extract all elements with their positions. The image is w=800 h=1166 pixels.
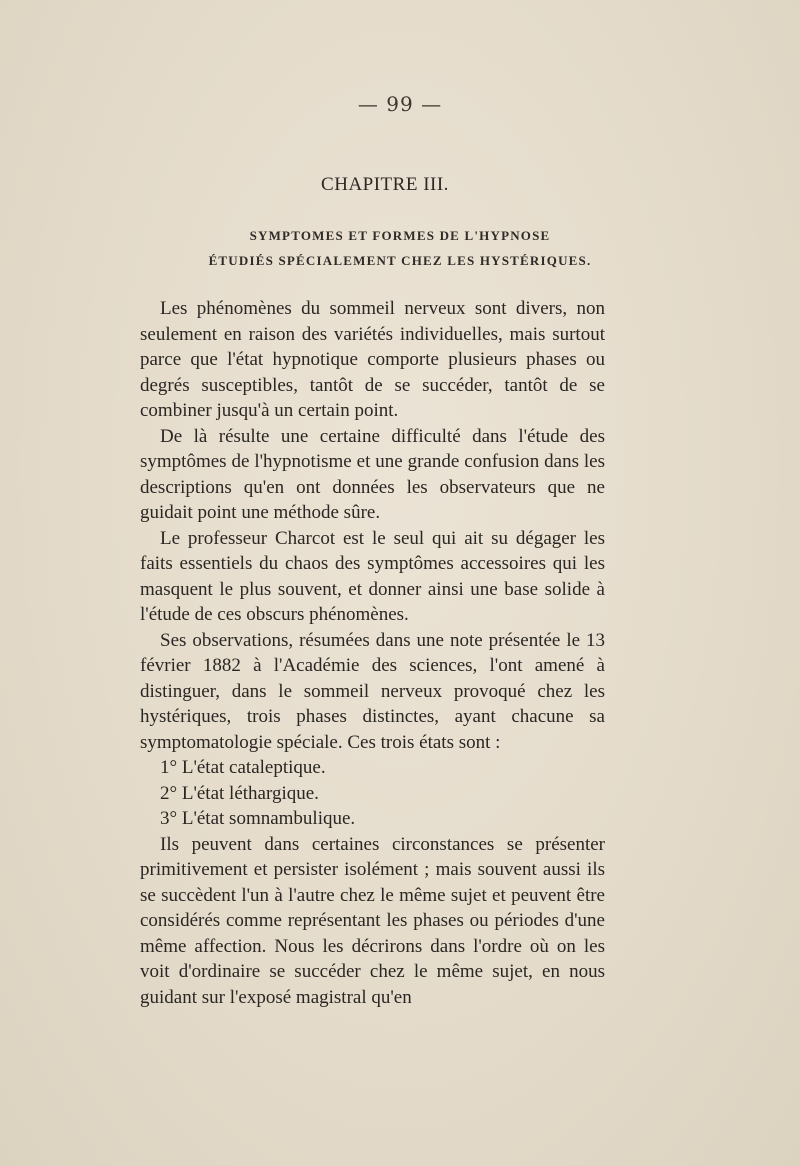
paragraph: De là résulte une certaine difficulté dans l'étude des symptômes de l'hypnotisme et une grande confusion dans les descriptions qu'en ont données les observateurs que ne guidait point une méthode sûre. (140, 425, 605, 523)
list-item: 1° L'état cataleptique. (160, 757, 326, 778)
chapter-subtitle-line-1: SYMPTOMES ET FORMES DE L'HYPNOSE (249, 228, 551, 243)
page-number: — 99 — (357, 92, 443, 116)
list-item: 3° L'état somnambulique. (160, 808, 356, 829)
paragraph: Le professeur Charcot est le seul qui ait su dégager les faits essentiels du chaos des symptômes accessoires qui les masquent le plus souvent, et donner ainsi une base solide à l'étude de ces obscurs phénomènes. (140, 527, 605, 625)
paragraph: Ils peuvent dans certaines circonstances se présenter primitivement et persister isolément ; mais souvent aussi ils se succèdent l'un à l'autre chez le même sujet et peuvent être considérés comme représentant les phases ou périodes d'une même affection. Nous les décrirons dans l'ordre où on les voit d'ordinaire se succéder chez le même sujet, en nous guidant sur l'exposé magistral qu'en (140, 833, 605, 1008)
chapter-subtitle-line-2: ÉTUDIÉS SPÉCIALEMENT CHEZ LES HYSTÉRIQUES. (208, 253, 592, 268)
paragraph: Ses observations, résumées dans une note présentée le 13 février 1882 à l'Académie des sciences, l'ont amené à distinguer, dans le sommeil nerveux provoqué chez les hystériques, trois phases distinctes, ayant chacune sa symptomatologie spéciale. Ces trois états sont : (140, 629, 605, 753)
chapter-title: CHAPITRE III. (321, 174, 449, 195)
body-text (140, 296, 605, 1010)
list-item: 2° L'état léthargique. (160, 782, 319, 804)
paragraph: Les phénomènes du sommeil nerveux sont divers, non seulement en raison des variétés individuelles, mais surtout parce que l'état hypnotique comporte plusieurs phases ou degrés susceptibles, tantôt de se succéder, tantôt de se combiner jusqu'à un certain point. (140, 298, 605, 421)
